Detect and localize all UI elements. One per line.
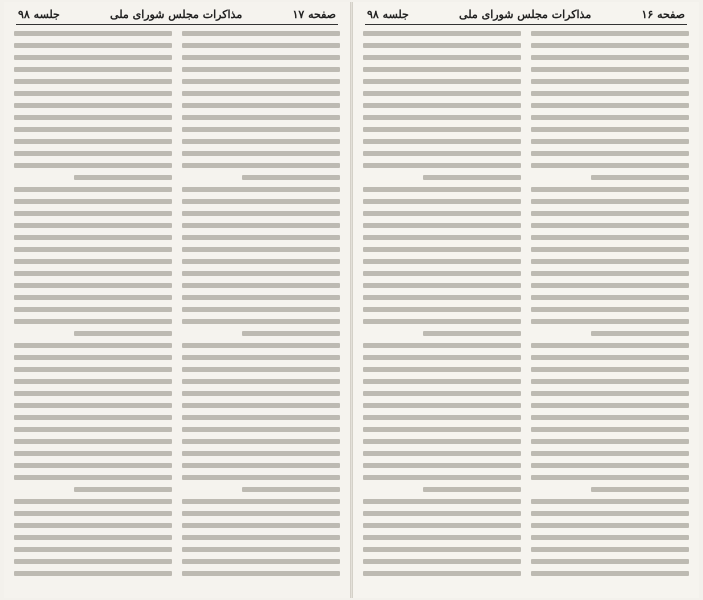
text-line-placeholder	[14, 307, 172, 312]
text-line-placeholder	[182, 163, 340, 168]
text-line-placeholder	[14, 427, 172, 432]
text-line-placeholder	[531, 247, 689, 252]
text-line-placeholder	[363, 79, 521, 84]
text-line-placeholder	[363, 259, 521, 264]
text-line-placeholder	[14, 547, 172, 552]
text-line-placeholder	[363, 55, 521, 60]
text-line-placeholder	[182, 391, 340, 396]
text-line-placeholder	[531, 367, 689, 372]
text-line-placeholder	[363, 511, 521, 516]
text-line-placeholder	[363, 535, 521, 540]
text-line-placeholder	[182, 283, 340, 288]
text-line-placeholder	[531, 127, 689, 132]
text-line-placeholder	[182, 91, 340, 96]
text-line-placeholder	[363, 115, 521, 120]
text-line-placeholder	[531, 271, 689, 276]
text-line-placeholder	[363, 451, 521, 456]
text-line-placeholder	[531, 511, 689, 516]
text-line-placeholder	[531, 391, 689, 396]
text-line-placeholder	[14, 187, 172, 192]
text-line-placeholder	[182, 355, 340, 360]
text-line-placeholder	[531, 67, 689, 72]
text-line-placeholder	[363, 463, 521, 468]
text-line-placeholder	[531, 295, 689, 300]
text-line-placeholder	[531, 547, 689, 552]
text-line-placeholder	[14, 319, 172, 324]
text-line-placeholder	[363, 187, 521, 192]
page-16-header-rule	[365, 24, 687, 25]
text-line-placeholder	[242, 331, 340, 336]
text-line-placeholder	[423, 331, 521, 336]
page-17-session: جلسه ۹۸	[18, 8, 60, 21]
text-line-placeholder	[182, 535, 340, 540]
text-line-placeholder	[531, 451, 689, 456]
page-17-column-right	[14, 31, 172, 583]
text-line-placeholder	[531, 115, 689, 120]
text-line-placeholder	[363, 199, 521, 204]
text-line-placeholder	[363, 403, 521, 408]
text-line-placeholder	[531, 151, 689, 156]
text-line-placeholder	[182, 259, 340, 264]
page-17-column-left	[182, 31, 340, 583]
text-line-placeholder	[74, 175, 172, 180]
text-line-placeholder	[531, 343, 689, 348]
text-line-placeholder	[14, 223, 172, 228]
text-line-placeholder	[14, 499, 172, 504]
text-line-placeholder	[363, 499, 521, 504]
text-line-placeholder	[531, 43, 689, 48]
text-line-placeholder	[182, 379, 340, 384]
text-line-placeholder	[363, 283, 521, 288]
text-line-placeholder	[182, 151, 340, 156]
text-line-placeholder	[74, 331, 172, 336]
text-line-placeholder	[531, 475, 689, 480]
text-line-placeholder	[182, 307, 340, 312]
text-line-placeholder	[14, 379, 172, 384]
text-line-placeholder	[14, 415, 172, 420]
text-line-placeholder	[363, 379, 521, 384]
text-line-placeholder	[14, 571, 172, 576]
text-line-placeholder	[182, 319, 340, 324]
text-line-placeholder	[363, 91, 521, 96]
text-line-placeholder	[182, 439, 340, 444]
text-line-placeholder	[14, 259, 172, 264]
text-line-placeholder	[182, 343, 340, 348]
text-line-placeholder	[182, 223, 340, 228]
text-line-placeholder	[14, 295, 172, 300]
text-line-placeholder	[14, 127, 172, 132]
page-16-title: مذاکرات مجلس شورای ملی	[459, 8, 592, 21]
text-line-placeholder	[182, 499, 340, 504]
text-line-placeholder	[182, 79, 340, 84]
text-line-placeholder	[363, 475, 521, 480]
text-line-placeholder	[591, 331, 689, 336]
text-line-placeholder	[363, 163, 521, 168]
text-line-placeholder	[14, 43, 172, 48]
text-line-placeholder	[182, 463, 340, 468]
text-line-placeholder	[363, 319, 521, 324]
text-line-placeholder	[531, 91, 689, 96]
text-line-placeholder	[182, 139, 340, 144]
text-line-placeholder	[363, 139, 521, 144]
page-17-header	[14, 8, 340, 24]
text-line-placeholder	[14, 451, 172, 456]
text-line-placeholder	[531, 319, 689, 324]
page-16	[353, 2, 699, 598]
text-line-placeholder	[182, 559, 340, 564]
text-line-placeholder	[182, 127, 340, 132]
text-line-placeholder	[531, 223, 689, 228]
text-line-placeholder	[14, 139, 172, 144]
text-line-placeholder	[531, 559, 689, 564]
text-line-placeholder	[591, 175, 689, 180]
text-line-placeholder	[363, 211, 521, 216]
text-line-placeholder	[531, 55, 689, 60]
text-line-placeholder	[363, 67, 521, 72]
text-line-placeholder	[182, 523, 340, 528]
text-line-placeholder	[531, 187, 689, 192]
text-line-placeholder	[14, 163, 172, 168]
text-line-placeholder	[423, 487, 521, 492]
page-17	[4, 2, 350, 598]
text-line-placeholder	[14, 343, 172, 348]
text-line-placeholder	[531, 307, 689, 312]
text-line-placeholder	[14, 211, 172, 216]
text-line-placeholder	[14, 103, 172, 108]
text-line-placeholder	[14, 463, 172, 468]
text-line-placeholder	[531, 211, 689, 216]
text-line-placeholder	[531, 499, 689, 504]
text-line-placeholder	[531, 535, 689, 540]
text-line-placeholder	[182, 31, 340, 36]
page-17-page-label: صفحه ۱۷	[292, 8, 336, 21]
text-line-placeholder	[363, 103, 521, 108]
text-line-placeholder	[531, 523, 689, 528]
text-line-placeholder	[14, 475, 172, 480]
page-16-page-label: صفحه ۱۶	[641, 8, 685, 21]
text-line-placeholder	[182, 295, 340, 300]
text-line-placeholder	[14, 355, 172, 360]
text-line-placeholder	[182, 427, 340, 432]
text-line-placeholder	[531, 163, 689, 168]
text-line-placeholder	[182, 367, 340, 372]
text-line-placeholder	[531, 355, 689, 360]
page-16-columns	[363, 31, 689, 583]
page-17-header-rule	[16, 24, 338, 25]
text-line-placeholder	[14, 439, 172, 444]
text-line-placeholder	[531, 103, 689, 108]
text-line-placeholder	[531, 283, 689, 288]
text-line-placeholder	[363, 391, 521, 396]
text-line-placeholder	[182, 511, 340, 516]
text-line-placeholder	[363, 415, 521, 420]
text-line-placeholder	[531, 427, 689, 432]
text-line-placeholder	[14, 199, 172, 204]
text-line-placeholder	[363, 307, 521, 312]
text-line-placeholder	[591, 487, 689, 492]
text-line-placeholder	[182, 187, 340, 192]
text-line-placeholder	[182, 103, 340, 108]
text-line-placeholder	[182, 571, 340, 576]
text-line-placeholder	[531, 463, 689, 468]
page-17-title: مذاکرات مجلس شورای ملی	[110, 8, 243, 21]
text-line-placeholder	[14, 403, 172, 408]
text-line-placeholder	[182, 403, 340, 408]
text-line-placeholder	[363, 43, 521, 48]
text-line-placeholder	[363, 247, 521, 252]
text-line-placeholder	[182, 271, 340, 276]
text-line-placeholder	[14, 511, 172, 516]
text-line-placeholder	[363, 571, 521, 576]
text-line-placeholder	[531, 379, 689, 384]
page-16-column-left	[531, 31, 689, 583]
page-16-header	[363, 8, 689, 24]
text-line-placeholder	[531, 79, 689, 84]
text-line-placeholder	[363, 295, 521, 300]
text-line-placeholder	[363, 559, 521, 564]
text-line-placeholder	[14, 247, 172, 252]
text-line-placeholder	[182, 211, 340, 216]
text-line-placeholder	[363, 223, 521, 228]
text-line-placeholder	[531, 439, 689, 444]
text-line-placeholder	[14, 67, 172, 72]
text-line-placeholder	[363, 127, 521, 132]
text-line-placeholder	[182, 115, 340, 120]
text-line-placeholder	[14, 523, 172, 528]
text-line-placeholder	[531, 415, 689, 420]
text-line-placeholder	[14, 283, 172, 288]
text-line-placeholder	[363, 31, 521, 36]
text-line-placeholder	[14, 391, 172, 396]
text-line-placeholder	[182, 43, 340, 48]
text-line-placeholder	[363, 271, 521, 276]
text-line-placeholder	[363, 235, 521, 240]
text-line-placeholder	[14, 271, 172, 276]
text-line-placeholder	[531, 199, 689, 204]
text-line-placeholder	[14, 55, 172, 60]
text-line-placeholder	[182, 475, 340, 480]
text-line-placeholder	[242, 487, 340, 492]
text-line-placeholder	[14, 151, 172, 156]
text-line-placeholder	[531, 235, 689, 240]
text-line-placeholder	[14, 31, 172, 36]
text-line-placeholder	[531, 403, 689, 408]
text-line-placeholder	[182, 247, 340, 252]
text-line-placeholder	[363, 355, 521, 360]
text-line-placeholder	[363, 151, 521, 156]
text-line-placeholder	[363, 367, 521, 372]
text-line-placeholder	[363, 427, 521, 432]
text-line-placeholder	[14, 91, 172, 96]
text-line-placeholder	[531, 139, 689, 144]
text-line-placeholder	[423, 175, 521, 180]
text-line-placeholder	[531, 571, 689, 576]
text-line-placeholder	[182, 199, 340, 204]
text-line-placeholder	[14, 115, 172, 120]
page-17-columns	[14, 31, 340, 583]
text-line-placeholder	[363, 439, 521, 444]
text-line-placeholder	[182, 451, 340, 456]
text-line-placeholder	[182, 235, 340, 240]
text-line-placeholder	[363, 523, 521, 528]
text-line-placeholder	[242, 175, 340, 180]
text-line-placeholder	[182, 415, 340, 420]
text-line-placeholder	[14, 367, 172, 372]
text-line-placeholder	[531, 31, 689, 36]
text-line-placeholder	[363, 343, 521, 348]
page-16-session: جلسه ۹۸	[367, 8, 409, 21]
text-line-placeholder	[14, 559, 172, 564]
text-line-placeholder	[14, 535, 172, 540]
page-16-column-right	[363, 31, 521, 583]
text-line-placeholder	[182, 67, 340, 72]
text-line-placeholder	[14, 235, 172, 240]
text-line-placeholder	[74, 487, 172, 492]
text-line-placeholder	[531, 259, 689, 264]
text-line-placeholder	[182, 547, 340, 552]
text-line-placeholder	[363, 547, 521, 552]
text-line-placeholder	[14, 79, 172, 84]
text-line-placeholder	[182, 55, 340, 60]
